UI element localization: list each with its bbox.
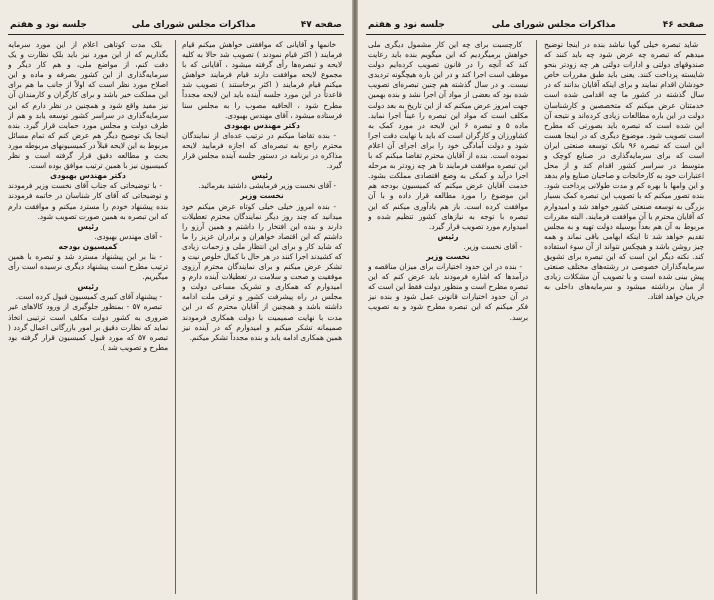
speaker-name: رئیس	[77, 221, 99, 231]
left-header-rule	[8, 34, 344, 35]
speaker-name: دکتر مهندس بهبودی	[224, 120, 300, 130]
speech-paragraph: - بنده در این حدود اختیارات برای میزان مناقصه و درآمدها که اشاره فرمودند باید عرض کنم که این تبصره مطرح است و منظور دولت فقط این است که در آن حدود اختیارات قانونی عمل شود و بنده نیز فکر میکنم که این تبصره مطرح شود و به تصویب برسد.	[368, 262, 528, 322]
speaker-name: رئیس	[437, 231, 459, 241]
speaker-name: رئیس	[77, 282, 99, 292]
speech-paragraph: - پیشنهاد آقای کبیری کمیسیون قبول کرده است.	[15, 292, 162, 302]
left-column-b	[8, 40, 168, 596]
right-page	[358, 0, 714, 600]
left-page	[0, 0, 352, 600]
speaker-name: کمیسیون بودجه	[58, 241, 118, 251]
right-page-number: صفحه ۴۶	[662, 20, 704, 30]
speech-paragraph: خانمها و آقایانی که موافقتی خواهش میکنم قیام فرمایند ( اکثر قیام نمودند ) تصویب شد حالا به کلیه لایحه و تبصره‌ها رأی گرفته میشود ، آقایانی که با مجموع لایحه موافقت دارند قیام فرمایند خواهش میکنم قیام فرمایند ( اکثر برخاستند ) تصویب شد قاعدتاً در این مورد جلسه آینده باید این لایحه مجدداً مطرح شود ، الحاقیه مصوب را به مجلس سنا فرستاده میشود ، آقای مهندس بهبودی.	[182, 40, 342, 120]
speaker-name: نخست وزیر	[426, 251, 470, 261]
left-running-header	[10, 18, 342, 32]
speaker-name: نخست وزیر	[240, 191, 284, 201]
right-column-b	[368, 40, 528, 596]
speech-paragraph: - بنده امروز خیلی خیلی کوتاه عرض میکنم خود میدانید که چند روز دیگر نمایندگان محترم تعطیلات دارند و بنده این افتخار را داشتم و همین آرزو را داشتم که این اقتصاد خواهران و برادران عزیز را ما که شاید کار و برای این انتظار ملی و زحمات زیادی که کشیدند اجرا کنند در هر حال با کمال خلوص نیت و تشکر عرض میکنم و برای نمایندگان محترم آرزوی موفقیت و صحت و سلامت در تعطیلات آینده دارم و امیدوارم که همکاری و تشریک مساعی دولت و مجلس در راه پیشرفت کشور و ترقی ملت ادامه داشته باشد و همچنین از آقایان محترم که در این مدت با نهایت صمیمیت با دولت همکاری فرمودند صمیمانه تشکر میکنم و امیدوارم که در آینده نیز همین همکاری ادامه یابد و بنده مجدداً تشکر میکنم.	[182, 201, 342, 342]
speech-paragraph: شاید تبصره خیلی گویا نباشد بنده در اینجا توضیح میدهم که تبصره چه عرض شود چه باید کنند که صندوقهای دولتی و ادارات دولتی هر چه زودتر بنحو شایسته پرداخت کنند. یعنی باید طبق مقررات خاص خودشان اقدام نمایند و برای اینکه آقایان بدانند که در سال گذشته در کشور ما چه اقدامی شده است خدمتتان عرض میکنم که متخصصین و کارشناسان دولت در این باره مطالعات زیادی کرده‌اند و نتیجه آن این شده است که تبصره باید بصورتی که مطرح است تصویب شود. موضوع دیگری که در اینجا هست این است که تبصره ۹۶ بانک توسعه صنعتی ایران است که برای سرمایه‌گذاری در صنایع کوچک و متوسط در سراسر کشور اقدام کند و از محل اعتبارات خود به کارخانجات و صاحبان صنایع وام بدهد و این وامها با بهره کم و مدت طولانی پرداخت شود. بنده تصور میکنم که با تصویب این تبصره کمک بسیار بزرگی به توسعه صنعتی کشور خواهد شد و امیدوارم که آقایان محترم با آن موافقت فرمایند. البته مقررات مربوط به آن هم بعداً بوسیله دولت تهیه و به مجلس تقدیم خواهد شد تا اینکه ابهامی باقی نماند و همه چیز روشن باشد و هیچکس نتواند از آن سوء استفاده کند. نکته دیگر این است که این تبصره برای تشویق سرمایه‌گذاران خصوصی در رشته‌های مختلف صنعتی پیش بینی شده است و با تصویب آن مشکلات زیادی از میان برداشته میشود و سرمایه‌های داخلی به جریان خواهد افتاد.	[544, 40, 704, 302]
right-header-session: جلسه نود و هفتم	[368, 20, 445, 30]
speech-paragraph: تبصره ۵۷ - بمنظور جلوگیری از ورود کالاهای غیر ضروری به کشور دولت مکلف است ترتیبی اتخاذ نماید که نظارت دقیق بر امور بازرگانی اعمال گردد ( تبصره ۵۷ که مورد قبول کمیسیون قرار گرفته بود مطرح و تصویب شد ).	[8, 302, 168, 352]
left-page-number: صفحه ۴۷	[300, 20, 342, 30]
speech-paragraph: - آقای نخست وزیر فرمایشی داشتید بفرمائید.	[198, 181, 336, 191]
speech-paragraph: بلک مدت کوتاهی اعلام از این مورد سرمایه بگذاریم که از این مورد نیز باید بلک نظارت و یک دقت کنم، از مواضع ملی، و هم کار دیگر و سرمایه‌گذاری از این کشور بصرفه و ماده و این اصلاح مورد نظر است که اولاً از جانب ما هم برای این مملکت خیر باشد و برای کارگران و کارمندان آن نیز مفید واقع شود و همچنین در نظر دارم که این سرمایه‌گذاری در سراسر کشور توسعه یابد و هم از طرف دولت و مجلس مورد حمایت قرار گیرد. بنده اینجا یک توضیح دیگر هم عرض کنم که تمام مسائل مربوط به این لایحه قبلاً در کمیسیونهای مربوطه مورد بحث و مطالعه دقیق قرار گرفته است و نظر کمیسیون نیز با همین ترتیب موافق بوده است.	[8, 40, 168, 171]
speech-paragraph: - بنده تقاضا میکنم در ترتیب عده‌ای از نمایندگان محترم راجع به تبصره‌ای که اجازه فرمایید لایحه مذاکره در برنامه در دستور جلسه آینده مجلس قرار گیرد.	[182, 130, 342, 171]
speech-paragraph: - با توضیحاتی که جناب آقای نخست وزیر فرمودند و توضیحاتی که آقای کار شناسان در خاتمه فرمودند بنده پیشنهاد خودم را مسترد میکنم و موافقت دارم که این تبصره به همین صورت تصویب شود.	[8, 181, 168, 221]
speech-paragraph: - آقای مهندس بهبودی.	[94, 231, 162, 241]
left-header-session: جلسه نود و هفتم	[10, 20, 87, 30]
right-running-header	[368, 18, 704, 32]
speaker-name: رئیس	[251, 171, 273, 181]
left-header-title: مذاکرات مجلس شورای ملی	[131, 20, 256, 30]
right-header-rule	[366, 34, 706, 35]
speech-paragraph: - بنا بر این پیشنهاد مسترد شد و تبصره با همین ترتیب مطرح است پیشنهاد دیگری نرسیده است رأی میگیریم.	[8, 251, 168, 282]
speech-paragraph: - آقای نخست وزیر.	[463, 241, 522, 251]
right-column-divider	[536, 40, 537, 594]
right-column-a	[544, 40, 704, 596]
speaker-name: دکتر مهندس بهبودی	[50, 171, 126, 181]
speech-paragraph: کارچسبت برای چه این کار مشمول دیگری ملی خواهش برمیگردیم که این میگویم بنده باید رعایت کند که آنچه را در قانون تصویب کرده‌ایم دولت موظف است اجرا کند و در این باره هیچگونه تردیدی نیست. و در سال گذشته هم چنین تبصره‌ای تصویب شده بود که بعضی از مواد آن اجرا نشد و بنده بهمین جهت امروز عرض میکنم که از این تاریخ به بعد دولت مکلف است که مواد این تبصره را عیناً اجرا نماید. ماده ۵ و تبصره ۶ این لایحه در مورد کمک به کشاورزان و کارگران است که باید با نهایت دقت اجرا شود و دولت آمادگی خود را برای اجرای آن اعلام نموده است. بنده از آقایان محترم تقاضا میکنم که با این تبصره موافقت فرمایند تا هر چه زودتر به مرحله اجرا درآید و کمکی به وضع اقتصادی مملکت بشود. خدمت آقایان عرض میکنم که کمیسیون بودجه هم این موضوع را مورد مطالعه قرار داده و با آن موافقت کرده است. باز هم یادآوری میکنم که این تبصره با توجه به نیازهای کشور تنظیم شده و امیدوارم مورد تصویب قرار گیرد.	[368, 40, 528, 231]
right-header-title: مذاکرات مجلس شورای ملی	[491, 20, 616, 30]
left-column-divider	[175, 40, 176, 594]
left-column-a	[182, 40, 342, 596]
